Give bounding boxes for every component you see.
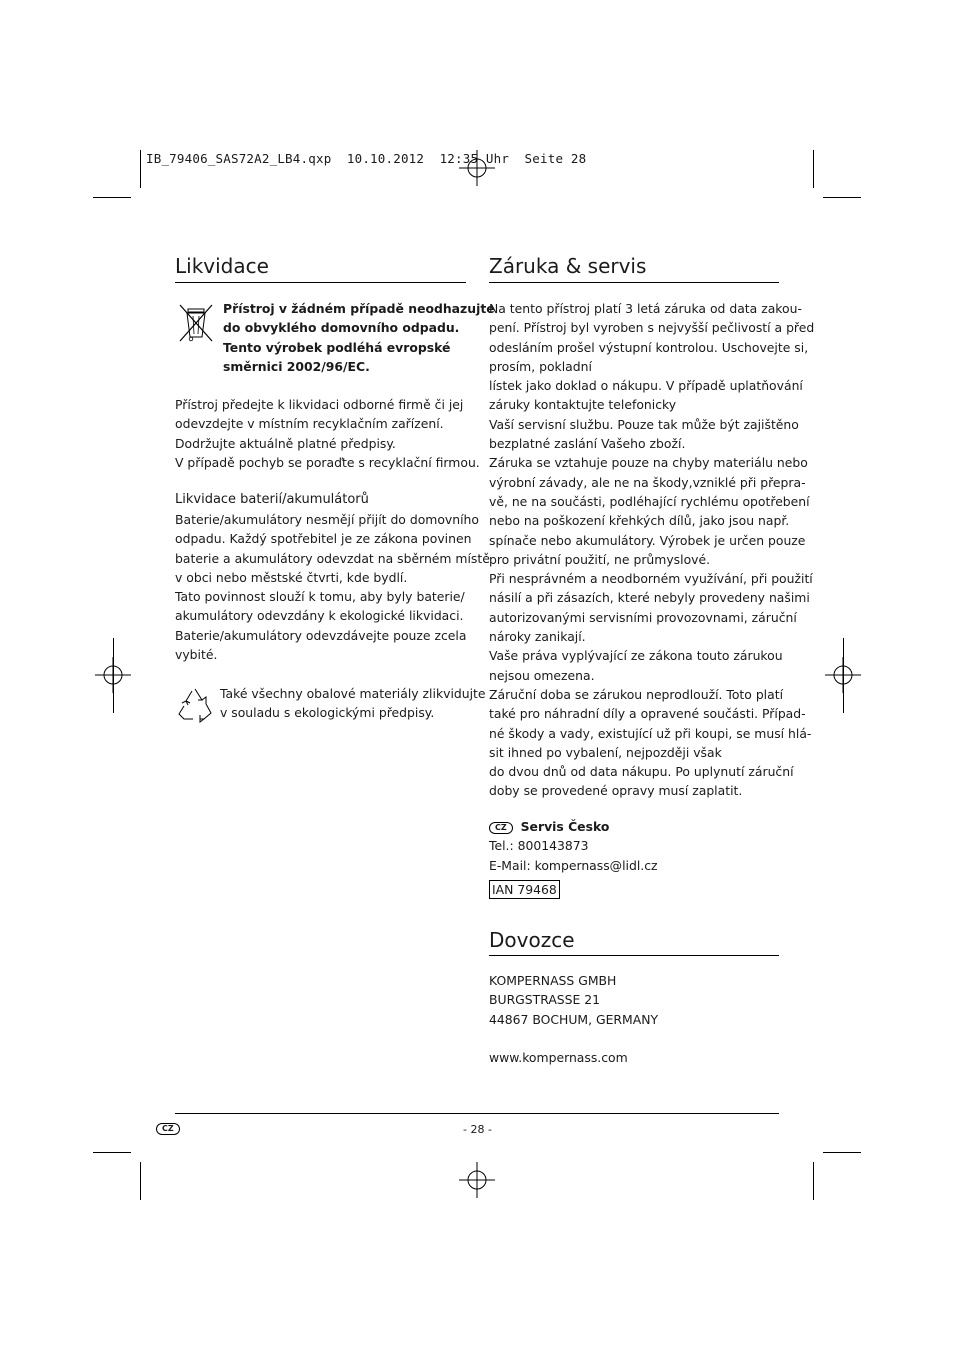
disposal-title: Likvidace — [175, 254, 269, 278]
registration-mark-top — [459, 150, 495, 186]
warranty-title-rule — [489, 282, 779, 283]
crossed-bin-icon — [178, 303, 214, 343]
importer-title-rule — [489, 955, 779, 956]
crop-mark — [140, 150, 141, 188]
service-email: E-Mail: kompernass@lidl.cz — [489, 857, 658, 873]
ian-number: IAN 79468 — [489, 880, 560, 899]
footer-rule — [175, 1113, 779, 1114]
battery-heading: Likvidace baterií/akumulátorů — [175, 492, 369, 507]
warranty-title: Záruka & servis — [489, 254, 647, 278]
crop-mark — [813, 150, 814, 188]
crop-mark — [823, 1152, 861, 1153]
website-link[interactable]: www.kompernass.com — [489, 1050, 628, 1065]
service-tel: Tel.: 800143873 — [489, 838, 589, 854]
battery-paragraph: Baterie/akumulátory nesmějí přijít do domovního odpadu. Každý spotřebitel je ze zákona povinen baterie a akumulátory odevzdat na sběrném místě v obci nebo městské čtvrti, kde bydlí. Tato povinnost slouží k tomu, aby byly baterie/ akumulátory odevzdány k ekologické likvidaci. Baterie/akumulátory odevzdávejte pouze zcela vybité. — [175, 512, 490, 663]
print-header: IB_79406_SAS72A2_LB4.qxp 10.10.2012 12:35 Uhr Seite 28 — [146, 151, 587, 166]
disposal-paragraph: Přístroj předejte k likvidaci odborné firmě či jej odevzdejte v místním recyklačním zařízení. Dodržujte aktuálně platné předpisy. V případě pochyb se poraďte s recyklační firmou. — [175, 397, 480, 470]
recycle-icon — [176, 685, 214, 723]
warranty-paragraph: Na tento přístroj platí 3 letá záruka od data zakou- pení. Přístroj byl vyroben s nejvyšší pečlivostí a před odesláním prošel výstupní kontrolou. Uschovejte si, prosím, pokladní lístek jako doklad o nákupu. V případě uplatňování záruky kontaktujte telefonicky Vaší servisní službu. Pouze tak může být zajištěno bezplatné zaslání Vašeho zboží. Záruka se vztahuje pouze na chyby materiálu nebo výrobní závady, ale ne na škody,vzniklé při přepra- vě, ne na součásti, podléhající rychlému opotřebení nebo na poškození křehkých dílů, jako jsou např. spínače nebo akumulátory. Výrobek je určen pouze pro privátní použití, ne průmyslové. Při nesprávném a neodborném využívání, při použití násilí a při zásazích, které nebyly provedeny našimi autorizovanými servisními provozovnami, záruční nároky zanikají. Vaše práva vyplývající ze zákona touto zárukou nejsou omezena. Záruční doba se zárukou neprodlouží. Toto platí také pro náhradní díly a opravené součásti. Případ- né škody a vady, existující už při koupi, se musí hlá- sit ihned po vybalení, nejpozději však do dvou dnů od data nákupu. Po uplynutí záruční doby se provedené opravy musí zaplatit. — [489, 301, 815, 799]
registration-mark-bottom — [459, 1162, 495, 1198]
packaging-note: Také všechny obalové materiály zlikvidujte v souladu s ekologickými předpisy. — [220, 686, 486, 721]
registration-line — [843, 638, 844, 713]
importer-title: Dovozce — [489, 928, 575, 952]
footer-country-badge: CZ — [156, 1123, 180, 1135]
importer-address: KOMPERNASS GMBH BURGSTRASSE 21 44867 BOCHUM, GERMANY — [489, 973, 659, 1027]
registration-line — [113, 638, 114, 713]
crop-mark — [93, 1152, 131, 1153]
page-number: - 28 - — [463, 1123, 492, 1136]
service-heading: Servis Česko — [520, 819, 610, 834]
crop-mark — [140, 1162, 141, 1200]
disposal-warning: Přístroj v žádném případě neodhazujte do obvyklého domovního odpadu. Tento výrobek podléhá evropské směrnici 2002/96/EC. — [223, 301, 495, 374]
disposal-title-rule — [175, 282, 466, 283]
crop-mark — [813, 1162, 814, 1200]
country-badge: CZ — [489, 822, 513, 834]
service-block — [489, 817, 658, 875]
crop-mark — [823, 197, 861, 198]
crop-mark — [93, 197, 131, 198]
